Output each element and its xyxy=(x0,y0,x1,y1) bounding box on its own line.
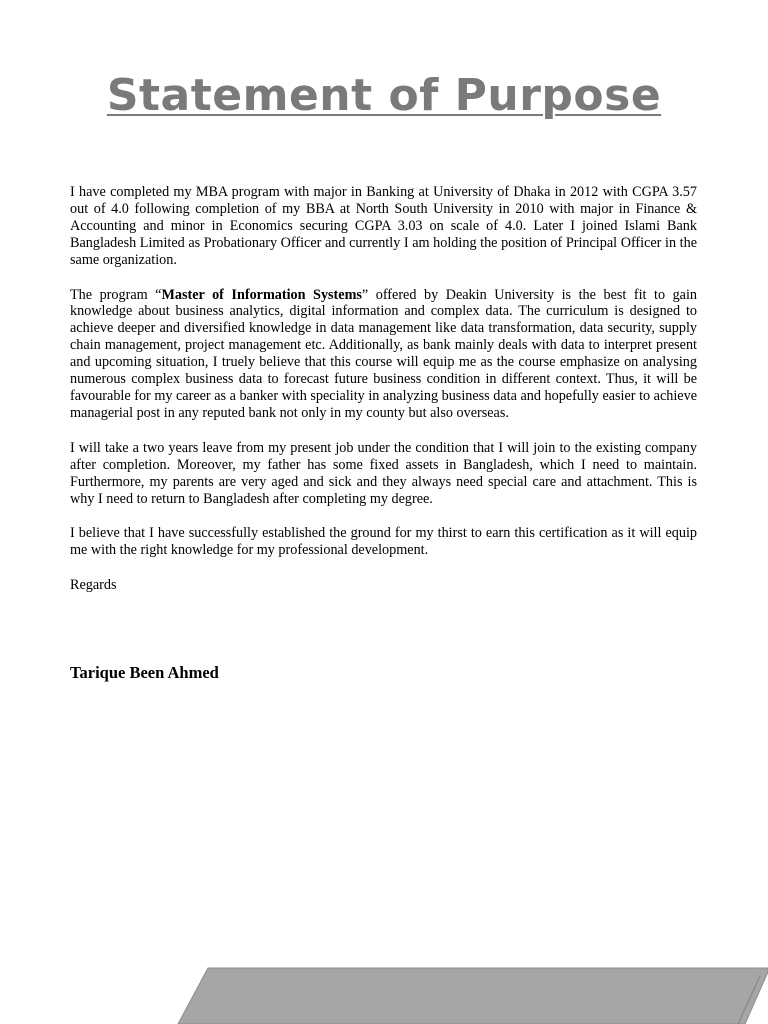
program-name: Master of Information Systems xyxy=(161,286,362,303)
page-title xyxy=(0,68,768,124)
signature-name: Tarique Been Ahmed xyxy=(70,663,219,682)
page-title-text: Statement of Purpose xyxy=(106,70,662,121)
paragraph-program xyxy=(70,287,697,422)
footer-band-edge-line xyxy=(738,976,760,1024)
paragraph-conclusion: I believe that I have successfully established the ground for my thirst to earn this certification as it will equip me with the right knowledge for my professional development. xyxy=(70,525,697,559)
closing-regards: Regards xyxy=(70,577,117,594)
paragraph-education: I have completed my MBA program with major in Banking at University of Dhaka in 2012 with CGPA 3.57 out of 4.0 following completion of my BBA at North South University in 2010 with major in Finance & Accounting and minor in Economics securing CGPA 3.03 on scale of 4.0. Later I joined Islami Bank Bangladesh Limited as Probationary Officer and currently I am holding the position of Principal Officer in the same organization. xyxy=(70,184,697,268)
document-body xyxy=(70,184,697,594)
paragraph-return-plan: I will take a two years leave from my present job under the condition that I will join to the existing company after completion. Moreover, my father has some fixed assets in Bangladesh, which I need to maintain. Furthermore, my parents are very aged and sick and they always need special care and attachment. This is why I need to return to Bangladesh after completing my degree. xyxy=(70,439,697,507)
program-intro-text: The program “ xyxy=(70,286,162,303)
program-description-text: ” offered by Deakin University is the best fit to gain knowledge about business analytics, digital information and complex data. The curriculum is designed to achieve deeper and diversified knowledge in data management like data transformation, data security, supply chain management, project management etc. Additionally, as bank mainly deals with data to interpret present and upcoming situation, I truely believe that this course will equip me as the course emphasize on analysing numerous complex business data to forecast future business condition in different context. Thus, it will be favourable for my career as a banker with speciality in analyzing business data and hopefully easier to achieve managerial post in any reputed bank not only in my county but also overseas. xyxy=(70,286,697,421)
footer-gray-band xyxy=(178,968,768,1024)
